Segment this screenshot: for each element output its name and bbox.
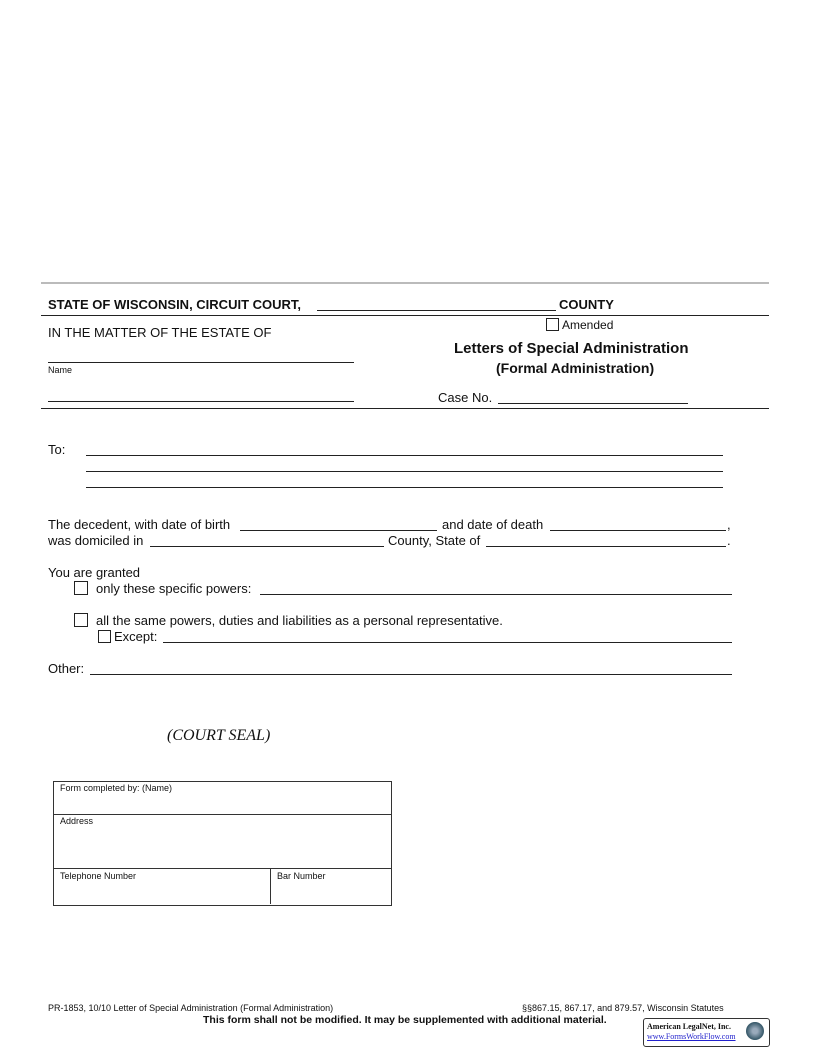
other-field[interactable]	[90, 674, 732, 675]
divider	[41, 315, 769, 316]
except-checkbox[interactable]	[98, 630, 111, 643]
statutes: §§867.15, 867.17, and 879.57, Wisconsin Statutes	[522, 1003, 724, 1013]
name-label: Name	[48, 365, 73, 375]
comma: ,	[727, 517, 731, 532]
footer-notice: This form shall not be modified. It may be supplemented with additional material.	[203, 1014, 607, 1026]
to-field-2[interactable]	[86, 471, 723, 472]
form-title: Letters of Special Administration	[454, 340, 689, 357]
court-line: STATE OF WISCONSIN, CIRCUIT COURT,	[48, 297, 302, 312]
domicile-county-field[interactable]	[150, 546, 384, 547]
legalnet-logo	[643, 1018, 770, 1047]
name-field-2[interactable]	[48, 401, 354, 402]
case-no-label: Case No.	[438, 390, 493, 405]
county-label: COUNTY	[559, 297, 614, 312]
only-powers-field[interactable]	[260, 594, 732, 595]
all-powers-checkbox[interactable]	[74, 613, 88, 627]
logo-text: American LegalNet, Inc.	[647, 1022, 731, 1031]
except-field[interactable]	[163, 642, 732, 643]
to-label: To:	[48, 442, 66, 457]
birth-date-field[interactable]	[240, 530, 437, 531]
divider	[270, 868, 271, 904]
globe-icon	[746, 1022, 764, 1040]
death-label: and date of death	[442, 517, 544, 532]
death-date-field[interactable]	[550, 530, 726, 531]
matter-label: IN THE MATTER OF THE ESTATE OF	[48, 325, 272, 340]
completed-by-label: Form completed by: (Name)	[60, 783, 173, 793]
address-label: Address	[60, 816, 94, 826]
county-field[interactable]	[317, 310, 556, 311]
period: .	[727, 533, 731, 548]
logo-link[interactable]: www.FormsWorkFlow.com	[647, 1032, 736, 1041]
except-label: Except:	[114, 629, 158, 644]
court-seal-label: (COURT SEAL)	[167, 727, 271, 744]
other-label: Other:	[48, 661, 85, 676]
form-subtitle: (Formal Administration)	[496, 360, 655, 376]
state-field[interactable]	[486, 546, 726, 547]
preparer-box	[53, 781, 392, 906]
only-powers-checkbox[interactable]	[74, 581, 88, 595]
decedent-label: The decedent, with date of birth	[48, 517, 231, 532]
top-rule	[41, 282, 769, 284]
bar-number-label: Bar Number	[277, 871, 326, 881]
only-powers-label: only these specific powers:	[96, 581, 252, 596]
domiciled-label: was domiciled in	[48, 533, 144, 548]
amended-label: Amended	[562, 318, 614, 332]
telephone-label: Telephone Number	[60, 871, 137, 881]
to-field-3[interactable]	[86, 487, 723, 488]
amended-checkbox[interactable]	[546, 318, 559, 331]
to-field-1[interactable]	[86, 455, 723, 456]
divider	[53, 868, 391, 869]
divider	[53, 814, 391, 815]
granted-label: You are granted	[48, 565, 141, 580]
all-powers-label: all the same powers, duties and liabilities as a personal representative.	[96, 613, 503, 628]
county-state-label: County, State of	[388, 533, 481, 548]
case-no-field[interactable]	[498, 403, 688, 404]
form-id: PR-1853, 10/10 Letter of Special Administration (Formal Administration)	[48, 1003, 334, 1013]
name-field[interactable]	[48, 362, 354, 363]
divider	[41, 408, 769, 409]
